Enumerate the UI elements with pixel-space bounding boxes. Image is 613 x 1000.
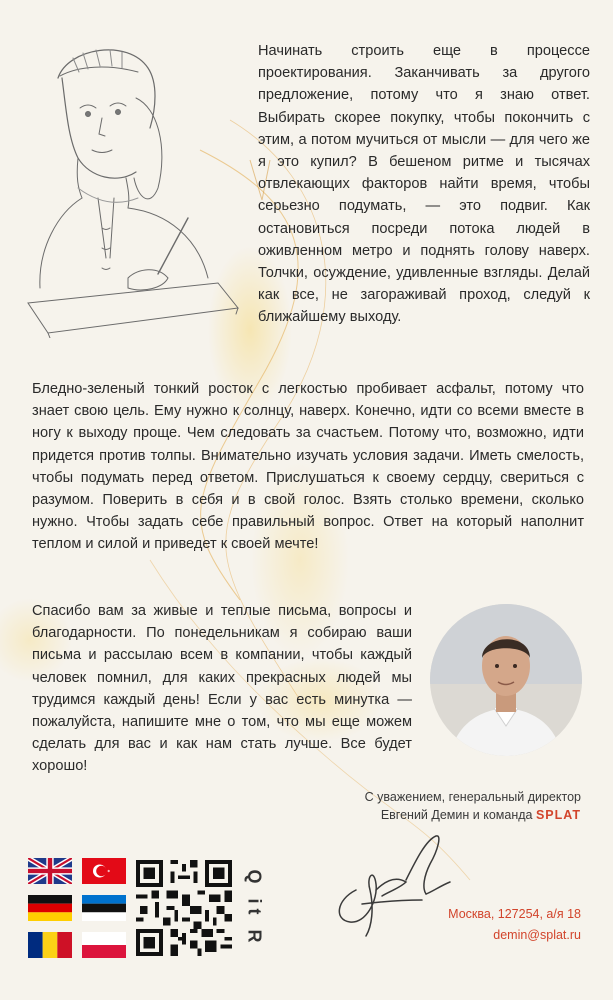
uk-flag-icon[interactable] <box>28 858 72 884</box>
germany-flag-icon[interactable] <box>28 895 72 921</box>
qr-caption-text: Q it R <box>244 869 265 947</box>
estonia-flag-icon[interactable] <box>82 895 126 921</box>
signoff-line-1: С уважением, генеральный директор <box>364 790 581 804</box>
qr-code-icon[interactable] <box>136 860 232 956</box>
email-link[interactable]: demin@splat.ru <box>493 928 581 942</box>
ceo-portrait-icon <box>430 604 582 756</box>
signoff-team: Евгений Демин и команда <box>380 808 533 822</box>
handwritten-signature-icon <box>326 830 456 940</box>
romania-flag-icon[interactable] <box>28 932 72 958</box>
intro-paragraph: Начинать строить еще в процессе проектирования. Заканчивать за другого предложение, потому что я знаю ответ. Выбирать скорее покупку, чтобы покончить с этим, а потом мучиться от мысли — для чего же я это купил? В бешеном ритме и тысячах отвлекающих факторов найти время, чтобы серьезно подумать, — это подвиг. Как остановиться посреди потока людей в оживленном метро и поднять голову наверх. Толчки, осуждение, удивленные взгляды. Делай как все, не загораживай проход, следуй к ближайшему выходу. <box>258 43 590 326</box>
qr-caption <box>240 860 268 956</box>
brand-name: SPLAT <box>535 808 581 822</box>
turkey-flag-icon[interactable] <box>82 858 126 884</box>
signoff-line-2 <box>365 806 581 824</box>
contact-address <box>448 904 581 946</box>
pencil-sketch-boy-writing-icon <box>18 38 248 338</box>
signoff <box>365 788 581 824</box>
poland-flag-icon[interactable] <box>82 932 126 958</box>
sprout-paragraph: Бледно-зеленый тонкий росток с легкостью пробивает асфальт, потому что знает свою цель. Ему нужно к солнцу, наверх. Конечно, идти со всеми вместе в ногу к выходу проще. Чем следовать за счастьем. Потому что, возможно, идти придется против толпы. Внимательно изучать условия задачи. Иметь смелость, чтобы подумать перед ответом. Прислушаться к своему сердцу, свериться с разумом. Поверить в себя и в свой голос. Взять столько времени, сколько нужно. Чтобы задать себе правильный вопрос. Ответ на который наполнит теплом и силой и приведет к своей мечте! <box>32 381 584 553</box>
thanks-paragraph: Спасибо вам за живые и теплые письма, вопросы и благодарности. По понедельникам я собираю ваши письма и рассылаю всем в компании, чтобы каждый человек помнил, для каких прекрасных людей мы трудимся каждый день! Если у вас есть минутка — пожалуйста, напишите мне о том, что мы еще можем сделать для вас и как нам стать лучше. Все будет хорошо! <box>32 603 412 775</box>
postal-address: Москва, 127254, а/я 18 <box>448 907 581 921</box>
language-flags <box>28 858 128 958</box>
